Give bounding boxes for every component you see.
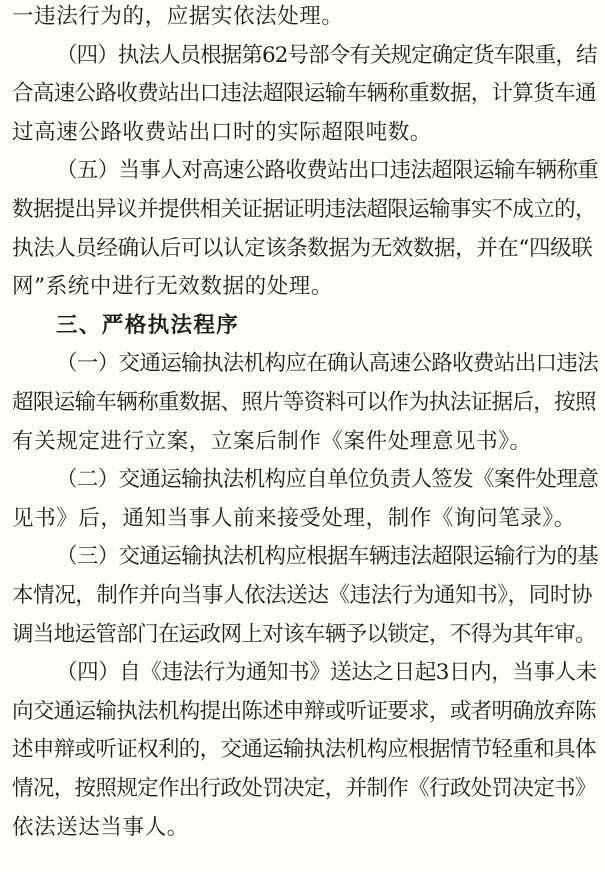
text-line-12: 有关规定进行立案，立案后制作《案件处理意见书》。: [12, 428, 532, 454]
text-line-6: 数据提出异议并提供相关证据证明违法超限运输事实不成立的，: [12, 197, 596, 222]
text-line-21: 情况，按照规定作出行政处罚决定，并制作《行政处罚决定书》: [12, 776, 596, 801]
text-line-19: 向交通运输执法机构提出陈述申辩或听证要求，或者明确放弃陈: [12, 698, 596, 724]
text-line-8: 网”系统中进行无效数据的处理。: [12, 274, 333, 300]
text-line-15: （三）交通运输执法机构应根据车辆违法超限运输行为的基: [56, 544, 599, 570]
text-line-5: （五）当事人对高速公路收费站出口违法超限运输车辆称重: [56, 158, 599, 184]
text-line-10: （一）交通运输执法机构应在确认高速公路收费站出口违法: [56, 351, 599, 377]
section-heading: 三、严格执法程序: [56, 312, 240, 338]
text-line-2: （四）执法人员根据第62号部令有关规定确定货车限重，结: [56, 42, 597, 68]
text-line-22: 依法送达当事人。: [12, 814, 189, 840]
text-line-7: 执法人员经确认后可以认定该条数据为无效数据，并在“四级联: [12, 235, 593, 261]
text-line-11: 超限运输车辆称重数据、照片等资料可以作为执法证据后，按照: [12, 390, 596, 415]
text-line-1: 一违法行为的，应据实依法处理。: [12, 4, 344, 29]
text-line-14: 见书》后，通知当事人前来接受处理，制作《询问笔录》。: [12, 505, 576, 531]
text-line-20: 述申辩或听证权利的，交通运输执法机构应根据情节轻重和具体: [12, 737, 596, 763]
text-line-18: （四）自《违法行为通知书》送达之日起3日内，当事人未: [56, 660, 597, 686]
text-line-16: 本情况，制作并向当事人依法送达《违法行为通知书》，同时协: [12, 583, 593, 608]
text-line-13: （二）交通运输执法机构应自单位负责人签发《案件处理意: [56, 467, 599, 493]
text-line-3: 合高速公路收费站出口违法超限运输车辆称重数据，计算货车通: [12, 81, 596, 107]
text-line-17: 调当地运管部门在运政网上对该车辆予以锁定，不得为其年审。: [12, 621, 596, 647]
text-line-4: 过高速公路收费站出口时的实际超限吨数。: [12, 119, 432, 145]
